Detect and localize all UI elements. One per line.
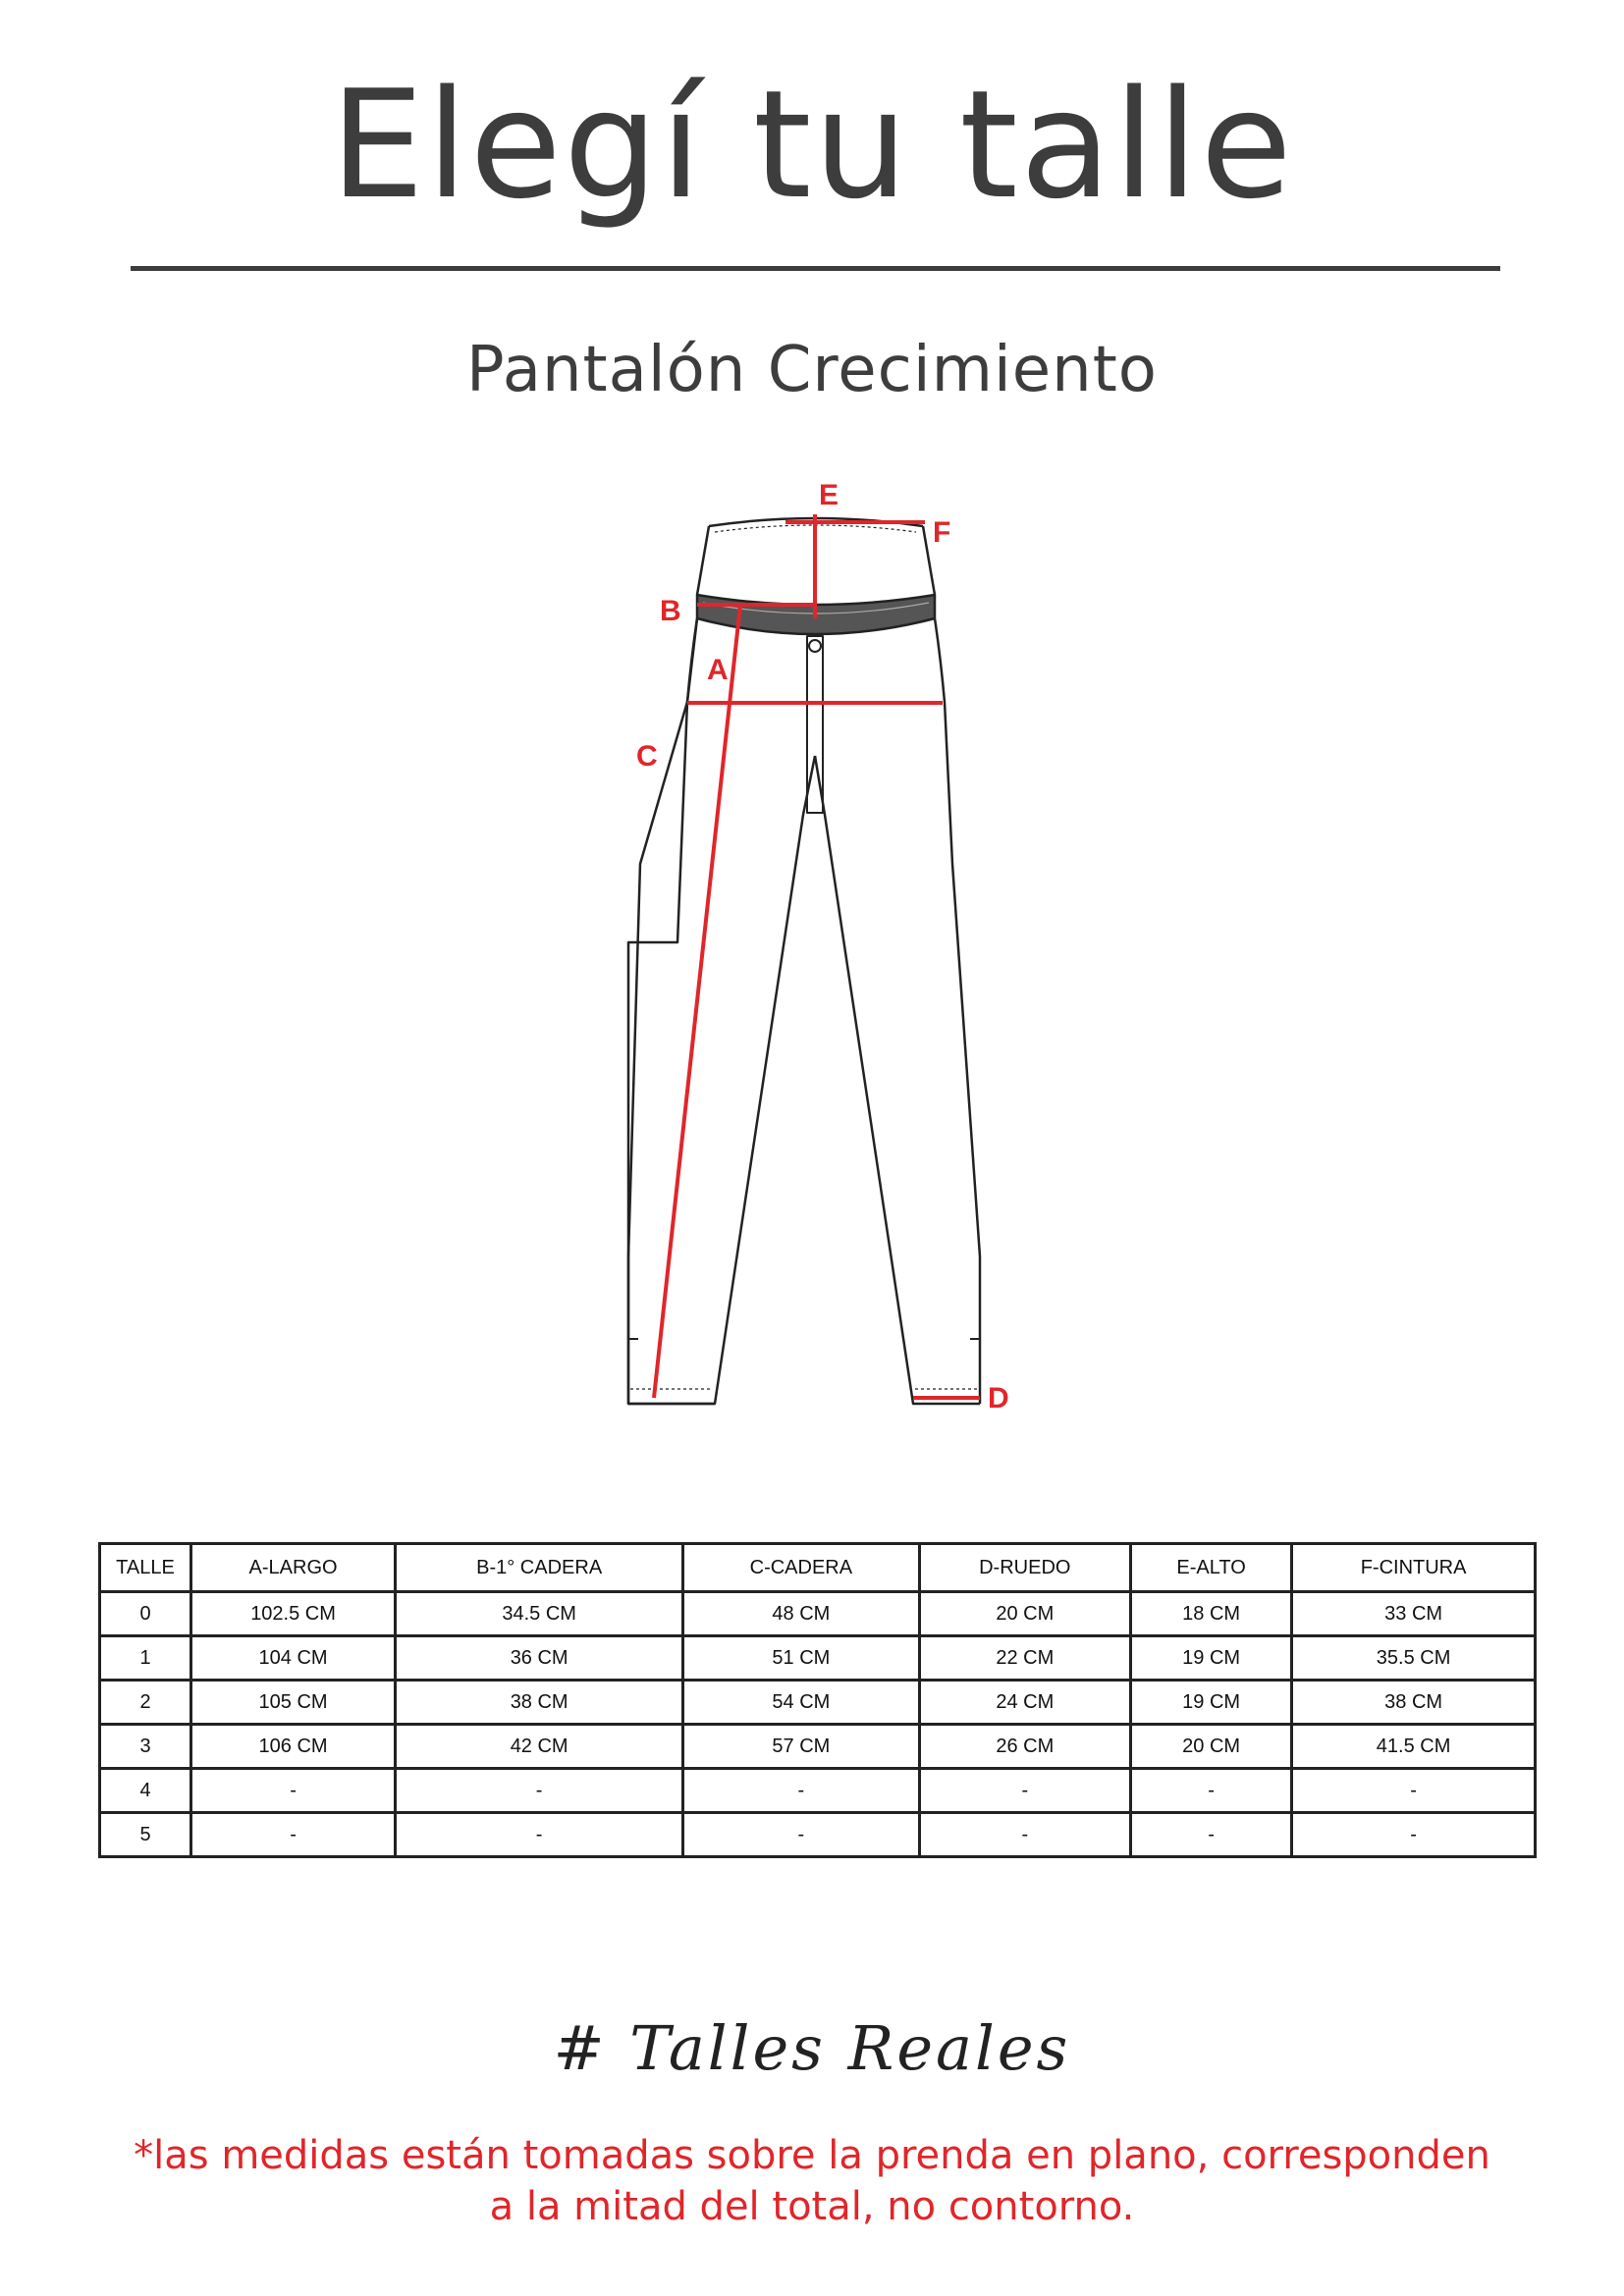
table-cell: -	[191, 1813, 396, 1857]
table-cell: 18 CM	[1131, 1592, 1292, 1636]
pants-outline	[628, 518, 980, 1404]
left-leg	[628, 618, 815, 1404]
table-cell: 38 CM	[396, 1681, 683, 1725]
table-row	[100, 1813, 1536, 1857]
table-cell: 106 CM	[191, 1725, 396, 1769]
table-cell: 24 CM	[919, 1681, 1131, 1725]
size-table	[98, 1542, 1537, 1858]
table-cell: 35.5 CM	[1292, 1636, 1536, 1681]
note-line-2: a la mitad del total, no contorno.	[489, 2184, 1135, 2229]
label-e: E	[819, 479, 839, 511]
table-cell: 20 CM	[1131, 1725, 1292, 1769]
table-row	[100, 1592, 1536, 1636]
table-cell: -	[1131, 1813, 1292, 1857]
header-a-largo: A-LARGO	[191, 1544, 396, 1592]
table-cell: 38 CM	[1292, 1681, 1536, 1725]
header-e-alto: E-ALTO	[1131, 1544, 1292, 1592]
table-cell: 22 CM	[919, 1636, 1131, 1681]
table-cell: -	[919, 1769, 1131, 1813]
table-cell: -	[396, 1769, 683, 1813]
page-title: Elegí tu talle	[330, 58, 1294, 232]
table-cell: 42 CM	[396, 1725, 683, 1769]
product-name: Pantalón Crecimiento	[466, 334, 1158, 406]
table-cell: 105 CM	[191, 1681, 396, 1725]
title-divider	[131, 266, 1500, 271]
hashtag-logo: # Talles Reales	[553, 2012, 1071, 2084]
table-cell: -	[1131, 1769, 1292, 1813]
label-a: A	[707, 654, 729, 686]
header-b-cadera: B-1° CADERA	[396, 1544, 683, 1592]
table-cell: 34.5 CM	[396, 1592, 683, 1636]
right-leg-inner	[815, 756, 980, 1404]
table-cell: 4	[100, 1769, 191, 1813]
size-table-header	[100, 1544, 1536, 1592]
label-c: C	[636, 740, 658, 773]
table-row	[100, 1681, 1536, 1725]
table-cell: 2	[100, 1681, 191, 1725]
header-d-ruedo: D-RUEDO	[919, 1544, 1131, 1592]
table-cell: 36 CM	[396, 1636, 683, 1681]
table-cell: 5	[100, 1813, 191, 1857]
label-b: B	[660, 595, 681, 627]
table-cell: -	[683, 1813, 919, 1857]
table-cell: 19 CM	[1131, 1636, 1292, 1681]
table-cell: 3	[100, 1725, 191, 1769]
table-cell: 20 CM	[919, 1592, 1131, 1636]
header-talle: TALLE	[100, 1544, 191, 1592]
table-row	[100, 1769, 1536, 1813]
table-cell: -	[191, 1769, 396, 1813]
table-cell: -	[1292, 1769, 1536, 1813]
header-c-cadera: C-CADERA	[683, 1544, 919, 1592]
table-cell: 57 CM	[683, 1725, 919, 1769]
table-cell: 41.5 CM	[1292, 1725, 1536, 1769]
measurement-note	[59, 2130, 1565, 2232]
table-row	[100, 1636, 1536, 1681]
table-cell: 33 CM	[1292, 1592, 1536, 1636]
table-cell: 48 CM	[683, 1592, 919, 1636]
table-cell: 102.5 CM	[191, 1592, 396, 1636]
table-cell: 104 CM	[191, 1636, 396, 1681]
note-line-1: *las medidas están tomadas sobre la prenda en plano, corresponden	[134, 2133, 1490, 2178]
table-cell: 0	[100, 1592, 191, 1636]
measure-a	[654, 605, 740, 1398]
right-side-seam	[935, 618, 980, 1404]
label-d: D	[988, 1382, 1009, 1414]
table-row	[100, 1725, 1536, 1769]
table-cell: 26 CM	[919, 1725, 1131, 1769]
table-cell: 1	[100, 1636, 191, 1681]
table-cell: -	[919, 1813, 1131, 1857]
table-cell: 19 CM	[1131, 1681, 1292, 1725]
table-cell: -	[683, 1769, 919, 1813]
table-cell: 54 CM	[683, 1681, 919, 1725]
label-f: F	[933, 516, 951, 549]
header-f-cintura: F-CINTURA	[1292, 1544, 1536, 1592]
table-cell: -	[1292, 1813, 1536, 1857]
table-cell: 51 CM	[683, 1636, 919, 1681]
table-cell: -	[396, 1813, 683, 1857]
pants-measurement-diagram	[589, 471, 1041, 1414]
